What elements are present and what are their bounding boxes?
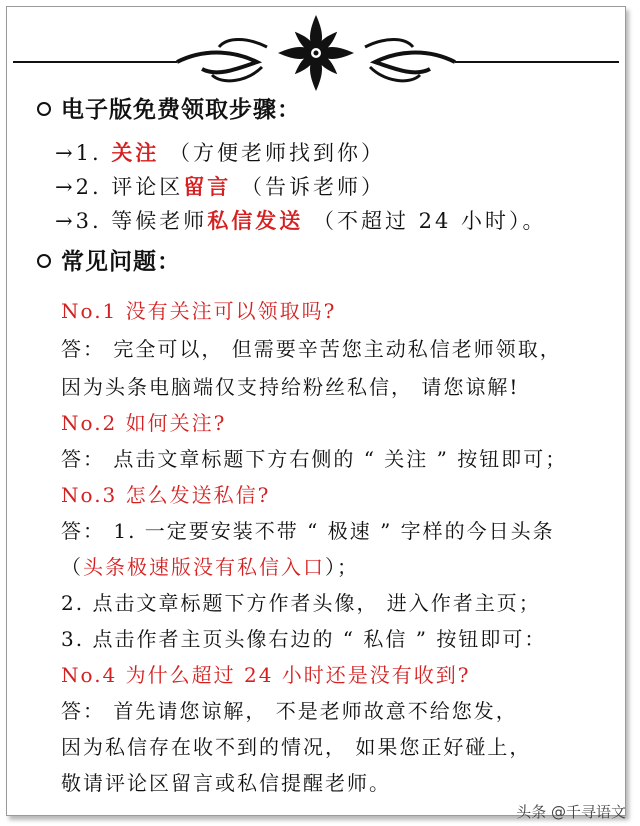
- faq-answer-line: 因为头条电脑端仅支持给粉丝私信， 请您谅解!: [61, 375, 520, 399]
- circle-bullet-icon: [37, 254, 51, 268]
- faq-answer-line: 3. 点击作者主页头像右边的 “ 私信 ” 按钮即可：: [61, 627, 547, 651]
- faq-question-4: No.4 为什么超过 24 小时还是没有收到?: [61, 663, 471, 687]
- faq-answer-line: 敬请评论区留言或私信提醒老师。: [61, 771, 391, 795]
- step-3: →3. 等候老师私信发送 （不超过 24 小时）。: [55, 208, 547, 233]
- circle-bullet-icon: [37, 102, 51, 116]
- steps-heading: 电子版免费领取步骤：: [37, 91, 301, 124]
- faq-question-2: No.2 如何关注?: [61, 411, 227, 435]
- faq-heading: 常见问题：: [37, 243, 181, 276]
- faq-answer-line: 答： 完全可以， 但需要辛苦您主动私信老师领取，: [61, 337, 562, 361]
- faq-answer-line: 答： 1. 一定要安装不带 “ 极速 ” 字样的今日头条: [61, 519, 555, 543]
- source-watermark: 头条 @千寻语文: [516, 803, 626, 821]
- faq-answer-line-mixed: （头条极速版没有私信入口）；: [61, 555, 359, 579]
- faq-question-1: No.1 没有关注可以领取吗?: [61, 299, 337, 323]
- faq-answer-line: 答： 首先请您谅解， 不是老师故意不给您发，: [61, 699, 518, 723]
- faq-answer-line: 答： 点击文章标题下方右侧的 “ 关注 ” 按钮即可；: [61, 447, 568, 471]
- faq-answer-line: 2. 点击文章标题下方作者头像， 进入作者主页；: [61, 591, 541, 615]
- faq-answer-line: 因为私信存在收不到的情况， 如果您正好碰上，: [61, 735, 532, 759]
- content-card: [6, 6, 626, 816]
- step-1: →1. 关注 （方便老师找到你）: [55, 140, 385, 165]
- step-2: →2. 评论区留言 （告诉老师）: [55, 174, 385, 199]
- faq-question-3: No.3 怎么发送私信?: [61, 483, 271, 507]
